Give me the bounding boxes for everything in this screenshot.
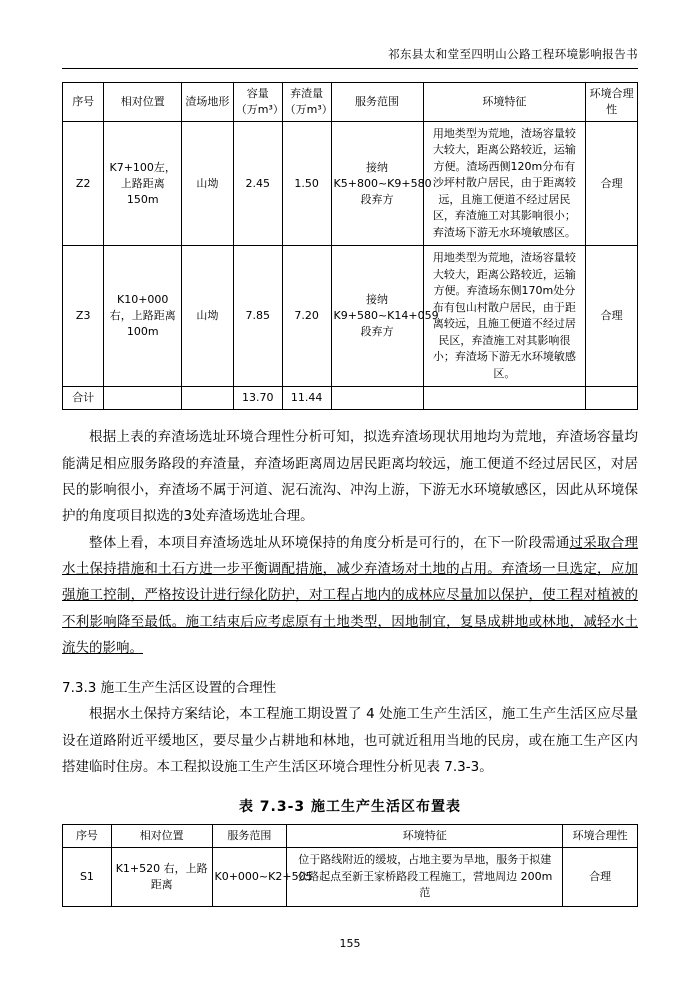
paragraph-overall-underlined: 过采取合理水土保持措施和土石方进一步平衡调配措施，减少弃渣场对土地的占用。弃渣场一旦选定，应加强施工控制，严格按设计进行绿化防护，对工程占地内的成林应尽量加以保护，使工程对植被的不利影响降至最低。施工结束后应考虑原有土地类型，因地制宜，复垦成耕地或林地，减轻水土流失的影响。: [62, 534, 639, 656]
cell-terrain: 山坳: [182, 246, 234, 387]
th-position: 相对位置: [104, 83, 182, 122]
th-volume: 弃渣量（万m³）: [282, 83, 331, 122]
cell-no: Z2: [63, 121, 104, 246]
table-header-row: [63, 825, 638, 848]
th2-service: 服务范围: [212, 825, 287, 848]
spoil-ground-table: [62, 82, 638, 410]
cell2-service: K0+000~K2+505: [212, 848, 287, 907]
cell-volume: 7.20: [282, 246, 331, 387]
th-reason: 环境合理性: [586, 83, 638, 122]
table-total-row: [63, 387, 638, 410]
cell2-reason: 合理: [563, 848, 638, 907]
cell-total-terrain: [182, 387, 234, 410]
table-caption-733: 表 7.3-3 施工生产生活区布置表: [238, 799, 462, 816]
th2-position: 相对位置: [111, 825, 212, 848]
cell-feature: 用地类型为荒地，渣场容量较大较大，距离公路较近，运输方便。渣场西侧120m分布有沙坪村散户居民，由于距离较远，且施工便道不经过居民区，弃渣施工对其影响很小；弃渣场下游无水环境敏感区。: [423, 121, 586, 246]
cell-capacity: 7.85: [233, 246, 282, 387]
header-divider: [62, 68, 638, 69]
th-feature: 环境特征: [423, 83, 586, 122]
cell-reason: 合理: [586, 246, 638, 387]
th2-no: 序号: [63, 825, 112, 848]
paragraph-overall: [62, 530, 638, 662]
th-no: 序号: [63, 83, 104, 122]
cell-reason: 合理: [586, 121, 638, 246]
th-terrain: 渣场地形: [182, 83, 234, 122]
table-row: [63, 848, 638, 907]
table-row: [63, 121, 638, 246]
th2-feature: 环境特征: [287, 825, 563, 848]
cell-total-service: [331, 387, 423, 410]
paragraph-living-area: 根据水土保持方案结论，本工程施工期设置了 4 处施工生产生活区，施工生产生活区应尽量设在道路附近平缓地区，要尽量少占耕地和林地，也可就近租用当地的民房，或在施工生产区内搭建临时住房。本工程拟设施工生产生活区环境合理性分析见表 7.3-3。: [62, 706, 638, 776]
cell-total-reason: [586, 387, 638, 410]
section-heading-733: 7.3.3 施工生产生活区设置的合理性: [62, 680, 277, 697]
paragraph-overall-plain: 整体上看，本项目弃渣场选址从环境保持的角度分析是可行的，在下一阶段需通: [89, 534, 570, 551]
cell-total-capacity: 13.70: [233, 387, 282, 410]
cell2-feature: 位于路线附近的缓坡，占地主要为旱地，服务于拟建公路起点至新王家桥路段工程施工，营地周边 200m 范: [287, 848, 563, 907]
cell-total-position: [104, 387, 182, 410]
table-row: [63, 246, 638, 387]
cell-terrain: 山坳: [182, 121, 234, 246]
cell-total-feature: [423, 387, 586, 410]
cell-volume: 1.50: [282, 121, 331, 246]
cell-feature: 用地类型为荒地，渣场容量较大较大，距离公路较近，运输方便。弃渣场东侧170m处分布有包山村散户居民，由于距离较远，且施工便道不经过居民区，弃渣施工对其影响很小；弃渣场下游无水环境敏感区。: [423, 246, 586, 387]
cell2-position: K1+520 右，上路距离: [111, 848, 212, 907]
cell-position: K7+100左，上路距离150m: [104, 121, 182, 246]
page-content: [62, 82, 638, 907]
cell-no: Z3: [63, 246, 104, 387]
th-capacity: 容量（万m³）: [233, 83, 282, 122]
cell-position: K10+000右，上路距离100m: [104, 246, 182, 387]
cell-service: 接纳K5+800~K9+580段弃方: [331, 121, 423, 246]
cell-capacity: 2.45: [233, 121, 282, 246]
cell-total-volume: 11.44: [282, 387, 331, 410]
living-area-table: [62, 824, 638, 906]
cell-total-label: 合计: [63, 387, 104, 410]
page-number: 155: [339, 937, 361, 950]
cell-service: 接纳K9+580~K14+059段弃方: [331, 246, 423, 387]
th-service: 服务范围: [331, 83, 423, 122]
page-header: 祁东县太和堂至四明山公路工程环境影响报告书: [388, 47, 638, 61]
paragraph-spoil-analysis: 根据上表的弃渣场选址环境合理性分析可知，拟选弃渣场现状用地均为荒地，弃渣场容量均能满足相应服务路段的弃渣量，弃渣场距离周边居民距离均较远，施工便道不经过居民区，对居民的影响很小，弃渣场不属于河道、泥石流沟、冲沟上游，下游无水环境敏感区，因此从环境保护的角度项目拟选的3处弃渣场选址合理。: [62, 429, 638, 525]
cell2-no: S1: [63, 848, 112, 907]
th2-reason: 环境合理性: [563, 825, 638, 848]
table-header-row: [63, 83, 638, 122]
